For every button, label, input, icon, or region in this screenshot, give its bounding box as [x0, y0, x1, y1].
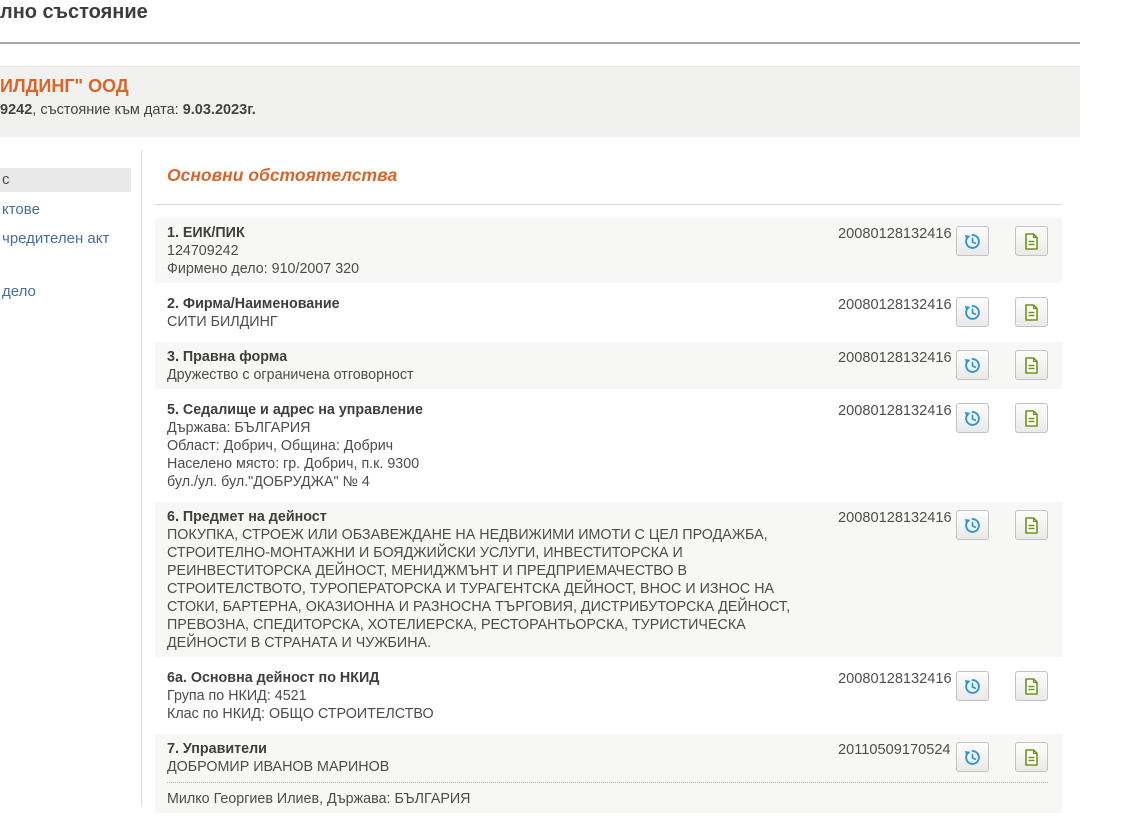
main-content — [155, 160, 1062, 819]
title-divider — [0, 42, 1080, 44]
row-lines — [167, 687, 826, 723]
document-button[interactable] — [1015, 671, 1048, 701]
row-lines — [167, 313, 826, 331]
document-icon — [1024, 410, 1039, 427]
table-row — [155, 342, 1062, 389]
history-icon — [964, 749, 981, 766]
row-content — [167, 740, 826, 808]
row-actions — [956, 508, 1048, 540]
history-icon — [964, 233, 981, 250]
sidebar — [0, 168, 131, 303]
history-button[interactable] — [956, 671, 989, 701]
history-button[interactable] — [956, 510, 989, 540]
table-row — [155, 395, 1062, 496]
page-title: лно състояние — [0, 1, 148, 23]
row-title: 2. Фирма/Наименование — [167, 296, 340, 312]
table-row — [155, 502, 1062, 657]
document-icon — [1024, 749, 1039, 766]
status-date: 9.03.2023г. — [182, 102, 256, 118]
history-icon — [964, 517, 981, 534]
row-lines — [167, 526, 826, 652]
row-line: 124709242 — [167, 243, 239, 259]
table-row — [155, 289, 1062, 336]
row-line: Област: Добрич, Община: Добрич — [167, 438, 394, 454]
table-row — [155, 663, 1062, 728]
sidebar-content-divider — [141, 150, 142, 806]
document-icon — [1024, 233, 1039, 250]
sidebar-item-company-file[interactable]: дело — [2, 283, 36, 300]
company-header — [0, 66, 1080, 137]
row-actions — [956, 401, 1048, 433]
row-line: СИТИ БИЛДИНГ — [167, 314, 278, 330]
row-actions — [956, 740, 1048, 772]
row-timestamp: 20080128132416 — [838, 226, 952, 242]
history-icon — [964, 357, 981, 374]
row-actions — [956, 669, 1048, 701]
row-actions — [956, 295, 1048, 327]
history-button[interactable] — [956, 742, 989, 772]
document-button[interactable] — [1015, 510, 1048, 540]
document-icon — [1024, 678, 1039, 695]
row-timestamp: 20080128132416 — [838, 350, 952, 366]
row-timestamp: 20080128132416 — [838, 671, 952, 687]
row-line: Милко Георгиев Илиев, Държава: БЪЛГАРИЯ — [167, 791, 471, 807]
row-line: Фирмено дело: 910/2007 320 — [167, 261, 360, 277]
heading-divider — [155, 204, 1062, 205]
row-actions — [956, 348, 1048, 380]
document-button[interactable] — [1015, 297, 1048, 327]
row-lines — [167, 419, 826, 491]
document-icon — [1024, 357, 1039, 374]
row-line: Клас по НКИД: ОБЩО СТРОИТЕЛСТВО — [167, 706, 434, 722]
eik-value: 9242 — [0, 102, 33, 118]
document-button[interactable] — [1015, 226, 1048, 256]
history-button[interactable] — [956, 297, 989, 327]
history-button[interactable] — [956, 226, 989, 256]
document-icon — [1024, 304, 1039, 321]
row-line: ПОКУПКА, СТРОЕЖ ИЛИ ОБЗАВЕЖДАНЕ НА НЕДВИЖИМИ ИМОТИ С ЦЕЛ ПРОДАЖБА, СТРОИТЕЛНО-МОНТАЖНИ И БОЯДЖИЙСКИ УСЛУГИ, ИНВЕСТИТОРСКА И РЕИНВЕСТИТОРСКА ДЕЙНОСТ, МЕНИДЖМЪНТ И ПРЕДПРИЕМАЧЕСТВО В СТРОИТЕЛСТВОТО, ТУРОПЕРАТОРСКА И ТУРАГЕНТСКА ДЕЙНОСТ, ВНОС И ИЗНОС НА СТОКИ, БАРТЕРНА, ОКАЗИОННА И РАЗНОСНА ТЪРГОВИЯ, ДИСТРИБУТОРСКА ДЕЙНОСТ, ПРЕВОЗНА, СПЕДИТОРСКА, ХОТЕЛИЕРСКА, РЕСТОРАНТЬОРСКА, ТУРИСТИЧЕСКА ДЕЙНОСТИ В СТРАНАТА И ЧУЖБИНА. — [167, 527, 795, 651]
status-label: , състояние към дата: — [32, 102, 183, 118]
rows-container — [155, 218, 1062, 813]
row-line: Група по НКИД: 4521 — [167, 688, 307, 704]
row-lines — [167, 758, 826, 808]
row-content — [167, 401, 826, 491]
table-row — [155, 734, 1062, 813]
document-button[interactable] — [1015, 350, 1048, 380]
row-lines — [167, 242, 826, 278]
dotted-divider — [167, 782, 1048, 783]
document-button[interactable] — [1015, 403, 1048, 433]
company-name: ИЛДИНГ" ООД — [0, 76, 129, 96]
row-content — [167, 224, 826, 278]
row-title: 3. Правна форма — [167, 349, 288, 365]
section-heading: Основни обстоятелства — [167, 165, 398, 185]
row-line: ДОБРОМИР ИВАНОВ МАРИНОВ — [167, 759, 390, 775]
history-button[interactable] — [956, 403, 989, 433]
history-icon — [964, 304, 981, 321]
row-timestamp: 20080128132416 — [838, 403, 952, 419]
history-icon — [964, 410, 981, 427]
company-status-line — [0, 102, 256, 118]
history-button[interactable] — [956, 350, 989, 380]
row-title: 6а. Основна дейност по НКИД — [167, 670, 380, 686]
row-timestamp: 20080128132416 — [838, 297, 952, 313]
document-icon — [1024, 517, 1039, 534]
row-line: Населено място: гр. Добрич, п.к. 9300 — [167, 456, 420, 472]
row-content — [167, 508, 826, 652]
table-row — [155, 218, 1062, 283]
sidebar-item-current-status[interactable]: с — [0, 168, 131, 192]
sidebar-item-acts[interactable]: ктове — [2, 201, 40, 218]
row-title: 6. Предмет на дейност — [167, 509, 327, 525]
row-content — [167, 669, 826, 723]
row-timestamp: 20110509170524 — [838, 742, 951, 758]
row-lines — [167, 366, 826, 384]
history-icon — [964, 678, 981, 695]
sidebar-item-founding-act[interactable]: чредителен акт — [2, 230, 110, 247]
row-content — [167, 295, 826, 331]
row-title: 5. Седалище и адрес на управление — [167, 402, 423, 418]
row-line: Държава: БЪЛГАРИЯ — [167, 420, 311, 436]
document-button[interactable] — [1015, 742, 1048, 772]
row-line: Дружество с ограничена отговорност — [167, 367, 414, 383]
row-content — [167, 348, 826, 384]
row-actions — [956, 224, 1048, 256]
row-line: бул./ул. бул."ДОБРУДЖА" № 4 — [167, 474, 370, 490]
row-title: 1. ЕИК/ПИК — [167, 225, 245, 241]
row-timestamp: 20080128132416 — [838, 510, 952, 526]
row-title: 7. Управители — [167, 741, 267, 757]
